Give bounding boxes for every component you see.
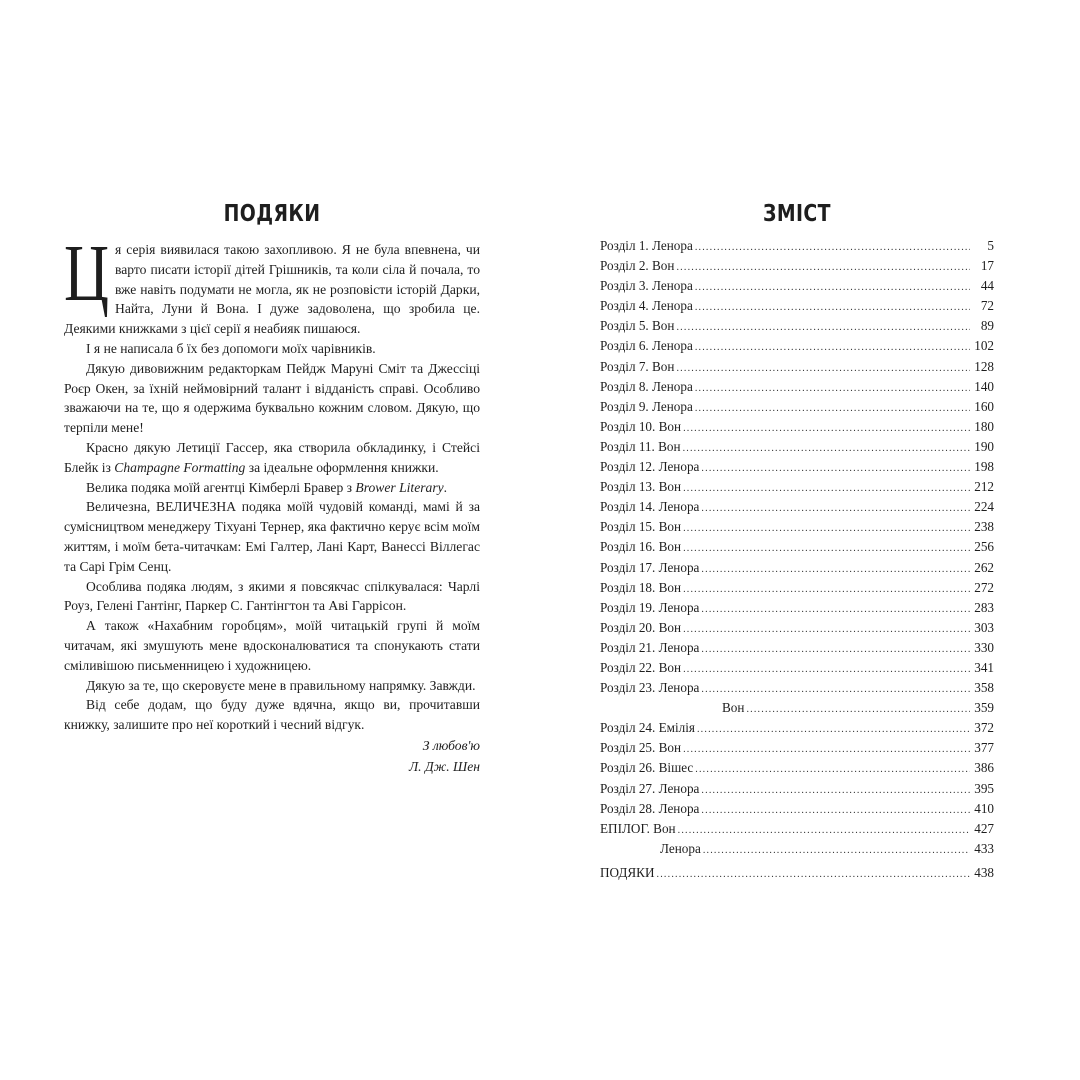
toc-leader-dots (676, 359, 970, 379)
toc-entry[interactable] (600, 598, 994, 618)
toc-entry[interactable] (600, 718, 994, 738)
toc-leader-dots (695, 760, 970, 780)
toc-entry-label: Розділ 3. Ленора (600, 278, 693, 294)
toc-leader-dots (701, 680, 970, 700)
paragraph-5 (64, 478, 480, 498)
paragraph-4-tail: за ідеальне оформлення книжки. (245, 459, 439, 475)
toc-leader-dots (657, 865, 970, 885)
toc-entry-label: Розділ 25. Вон (600, 740, 682, 756)
paragraph-10: Від себе додам, що буду дуже вдячна, якщо ви, прочитавши книжку, залишите про неї короткий і чесний відгук. (64, 697, 480, 733)
toc-entry-page: 224 (974, 499, 994, 515)
toc-entry[interactable] (600, 437, 994, 457)
toc-leader-dots (701, 499, 970, 519)
paragraph-4-italic: Champagne Formatting (114, 459, 246, 475)
toc-page (600, 196, 994, 883)
toc-entry[interactable] (600, 336, 994, 356)
toc-entry-page: 341 (974, 659, 994, 675)
toc-entry[interactable] (600, 618, 994, 638)
toc-entry[interactable] (600, 738, 994, 758)
paragraph-4 (64, 438, 480, 478)
toc-entry[interactable] (600, 839, 994, 859)
toc-entry-label: Розділ 23. Ленора (600, 680, 700, 696)
paragraph-9: Дякую за те, що скеровуєте мене в правильному напрямку. Завжди. (86, 677, 476, 693)
toc-leader-dots (683, 539, 970, 559)
toc-entry[interactable] (600, 377, 994, 397)
toc-entry-label: Розділ 1. Ленора (600, 238, 693, 253)
toc-leader-dots (683, 580, 970, 600)
toc-entry-label: Розділ 27. Ленора (600, 780, 700, 796)
toc-leader-dots (695, 298, 970, 318)
toc-leader-dots (701, 459, 970, 479)
toc-entry-label: Розділ 26. Вішес (600, 760, 694, 776)
toc-leader-dots (701, 560, 970, 580)
toc-entry-label: ПОДЯКИ (600, 864, 655, 880)
toc-entry-page: 180 (974, 418, 994, 434)
signature (64, 735, 480, 777)
toc-leader-dots (701, 640, 970, 660)
toc-entry[interactable] (600, 316, 994, 336)
toc-entry-label: Розділ 18. Вон (600, 579, 682, 595)
toc-entry[interactable] (600, 537, 994, 557)
toc-leader-dots (746, 700, 970, 720)
toc-entry-label: Розділ 19. Ленора (600, 599, 700, 615)
toc-leader-dots (695, 379, 970, 399)
toc-entry-label: Розділ 20. Вон (600, 619, 682, 635)
paragraph-6: Величезна, ВЕЛИЧЕЗНА подяка моїй чудовій команді, мамі й за сумісництвом менеджеру Тіхуані Тернер, яка фактично керує всім моїм життям, і моїм бета-читачкам: Емі Галтер, Лані Карт, Ванессі Віллегас та Сарі Грім Сенц. (64, 499, 480, 574)
toc-entry-label: Розділ 13. Вон (600, 479, 682, 495)
toc-entry-page: 262 (974, 559, 994, 575)
toc-entry-label: Розділ 2. Вон (600, 258, 675, 274)
toc-entry-page: 372 (974, 720, 994, 736)
toc-entry[interactable] (600, 457, 994, 477)
toc-entry-page: 358 (974, 680, 994, 696)
toc-leader-dots (683, 479, 970, 499)
toc-entry[interactable] (600, 417, 994, 437)
toc-entry-label: Розділ 24. Емілія (600, 720, 695, 736)
paragraph-7: Особлива подяка людям, з якими я повсякчас спілкувалася: Чарлі Роуз, Гелені Гантінг, Паркер С. Гантінгтон та Аві Гаррісон. (64, 578, 480, 614)
paragraph-8: А також «Нахабним горобцям», моїй читацькій групі й моїм читачам, які змушують мене вдосконалюватися та спонукають стати сміливішою письменницею і художницею. (64, 618, 480, 673)
toc-entry-label: Розділ 28. Ленора (600, 800, 700, 816)
toc-leader-dots (703, 841, 970, 861)
toc-entry-label: ЕПІЛОГ. Вон (600, 820, 676, 836)
paragraph-5-italic: Brower Literary (355, 479, 444, 495)
toc-entry-page: 433 (974, 840, 994, 856)
toc-entry[interactable] (600, 256, 994, 276)
toc-entry[interactable] (600, 357, 994, 377)
signature-author: Л. Дж. Шен (408, 758, 480, 774)
toc-entry-label: Розділ 16. Вон (600, 539, 682, 555)
toc-entry-label: Розділ 4. Ленора (600, 298, 693, 314)
toc-entry[interactable] (600, 678, 994, 698)
toc-entry-page: 377 (974, 740, 994, 756)
toc-entry[interactable] (600, 638, 994, 658)
toc-leader-dots (683, 620, 970, 640)
toc-entry-label: Розділ 10. Вон (600, 418, 682, 434)
toc-entry-page: 238 (974, 519, 994, 535)
toc-entry-page: 160 (974, 398, 994, 414)
toc-entry-page: 128 (974, 358, 994, 374)
toc-entry-page: 212 (974, 479, 994, 495)
toc-entry-label: Розділ 8. Ленора (600, 378, 693, 394)
toc-entry-label: Вон (722, 700, 745, 716)
toc-entry[interactable] (600, 236, 994, 256)
toc-entry-page: 272 (974, 579, 994, 595)
toc-entry-label: Розділ 7. Вон (600, 358, 675, 374)
toc-entry[interactable] (600, 698, 994, 718)
toc-entry-page: 330 (974, 639, 994, 655)
toc-leader-dots (695, 238, 970, 258)
paragraph-4-text: Красно дякую Летиції Гассер, яка створила обкладинку, і Стейсі Блейк із (64, 439, 480, 475)
toc-entry[interactable] (600, 497, 994, 517)
toc-entry-page: 17 (980, 258, 994, 274)
toc-entry-label: Розділ 9. Ленора (600, 398, 693, 414)
toc-entry-page: 72 (980, 298, 994, 314)
toc-entry[interactable] (600, 397, 994, 417)
toc-entry[interactable] (600, 558, 994, 578)
toc-entry-label: Розділ 15. Вон (600, 519, 682, 535)
toc-leader-dots (701, 600, 970, 620)
toc-leader-dots (676, 318, 970, 338)
paragraph-2: І я не написала б їх без допомоги моїх чарівників. (86, 340, 376, 356)
acknowledgements-body (64, 230, 480, 735)
toc-entry-page: 44 (980, 278, 994, 294)
toc-entry[interactable] (600, 517, 994, 537)
toc-entry-label: Ленора (660, 840, 701, 856)
toc-entry-label: Розділ 14. Ленора (600, 499, 700, 515)
toc-entry-label: Розділ 5. Вон (600, 318, 675, 334)
toc-entry-label: Розділ 17. Ленора (600, 559, 700, 575)
toc-leader-dots (695, 399, 970, 419)
toc-entry[interactable] (600, 578, 994, 598)
toc-entry-page: 5 (987, 238, 994, 253)
paragraph-1 (64, 230, 480, 339)
toc-entry-page: 386 (974, 760, 994, 776)
toc-entry-page: 438 (974, 864, 994, 880)
acknowledgements-title: ПОДЯКИ (223, 201, 321, 227)
toc-entry-label: Розділ 12. Ленора (600, 459, 700, 475)
toc-leader-dots (701, 801, 970, 821)
toc-entry-page: 198 (974, 459, 994, 475)
toc-entry-page: 140 (974, 378, 994, 394)
toc-entry-page: 283 (974, 599, 994, 615)
toc-entry[interactable] (600, 477, 994, 497)
toc-leader-dots (701, 781, 970, 801)
toc-entry-page: 256 (974, 539, 994, 555)
paragraph-5-text: Велика подяка моїй агентці Кімберлі Бравер з (86, 479, 356, 495)
toc-entry[interactable] (600, 758, 994, 778)
toc-entry-page: 427 (974, 820, 994, 836)
toc-entry-page: 89 (980, 318, 994, 334)
toc-leader-dots (683, 419, 970, 439)
toc-entry[interactable] (600, 658, 994, 678)
toc-entry-label: Розділ 11. Вон (600, 438, 681, 454)
drop-cap: Ц (64, 230, 110, 318)
toc-leader-dots (683, 519, 970, 539)
toc-entry-label: Розділ 21. Ленора (600, 639, 700, 655)
toc-entry-page: 190 (974, 438, 994, 454)
toc-entry-page: 102 (974, 338, 994, 354)
toc-entry[interactable] (600, 296, 994, 316)
toc-entry-page: 359 (974, 700, 994, 716)
toc-leader-dots (678, 821, 970, 841)
toc-entry-page: 410 (974, 800, 994, 816)
acknowledgements-page (64, 196, 480, 777)
toc-leader-dots (683, 740, 970, 760)
toc-leader-dots (695, 278, 970, 298)
toc-title: ЗМІСТ (763, 201, 831, 227)
toc-entry[interactable] (600, 779, 994, 799)
toc-leader-dots (676, 258, 970, 278)
toc-leader-dots (683, 439, 970, 459)
toc-entry[interactable] (600, 863, 994, 883)
toc-leader-dots (697, 720, 970, 740)
paragraph-3: Дякую дивовижним редакторкам Пейдж Маруні Сміт та Джессіці Роєр Окен, за їхній неймовірний талант і відданість справі. Особливо зважаючи на те, що я одержима буквально кожним словом. Дякую, що терпіли мене! (64, 360, 480, 436)
toc-list (600, 236, 994, 883)
toc-entry-label: Розділ 6. Ленора (600, 338, 693, 354)
toc-leader-dots (695, 338, 970, 358)
toc-entry-label: Розділ 22. Вон (600, 659, 682, 675)
toc-entry-page: 395 (974, 780, 994, 796)
paragraph-1-text: я серія виявилася такою захопливою. Я не була впевнена, чи варто писати історії дітей Грішників, та коли сіла й почала, то вже навіть подумати не могла, як не розповісти історій Дарки, Найта, Луни й Вона. І дуже задоволена, що зробила це. Деякими книжками з цієї серії я неабияк пишаюся. (64, 242, 480, 337)
toc-entry[interactable] (600, 276, 994, 296)
signature-closing: З любов'ю (422, 737, 480, 753)
toc-entry[interactable] (600, 819, 994, 839)
toc-entry[interactable] (600, 799, 994, 819)
toc-leader-dots (683, 660, 970, 680)
paragraph-5-tail: . (443, 479, 448, 495)
toc-entry-page: 303 (974, 619, 994, 635)
